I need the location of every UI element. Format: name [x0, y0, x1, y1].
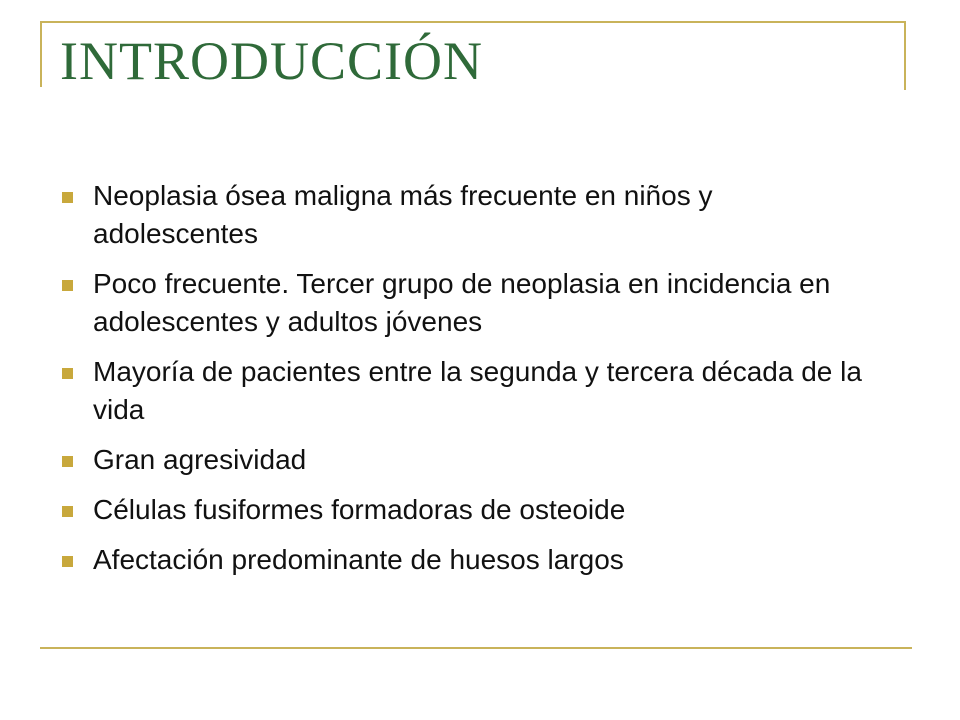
slide-title: INTRODUCCIÓN [60, 31, 483, 91]
top-frame-line [40, 21, 906, 23]
bullet-item [60, 177, 880, 253]
bullet-text: Células fusiformes formadoras de osteoide [93, 494, 626, 525]
square-bullet-icon [62, 556, 73, 567]
bullet-item [60, 541, 880, 579]
bullet-list [60, 177, 880, 591]
bullet-text: Poco frecuente. Tercer grupo de neoplasia en incidencia en adolescentes y adultos jóvenes [93, 268, 831, 337]
bullet-item [60, 491, 880, 529]
right-frame-line [904, 21, 906, 90]
square-bullet-icon [62, 192, 73, 203]
bullet-text: Neoplasia ósea maligna más frecuente en niños y adolescentes [93, 180, 713, 249]
bullet-item [60, 265, 880, 341]
square-bullet-icon [62, 506, 73, 517]
square-bullet-icon [62, 368, 73, 379]
bullet-text: Afectación predominante de huesos largos [93, 544, 624, 575]
bullet-item [60, 441, 880, 479]
bottom-frame-line [40, 647, 912, 649]
left-frame-line [40, 21, 42, 87]
square-bullet-icon [62, 456, 73, 467]
square-bullet-icon [62, 280, 73, 291]
bullet-text: Gran agresividad [93, 444, 307, 475]
bullet-text: Mayoría de pacientes entre la segunda y tercera década de la vida [93, 356, 862, 425]
bullet-item [60, 353, 880, 429]
